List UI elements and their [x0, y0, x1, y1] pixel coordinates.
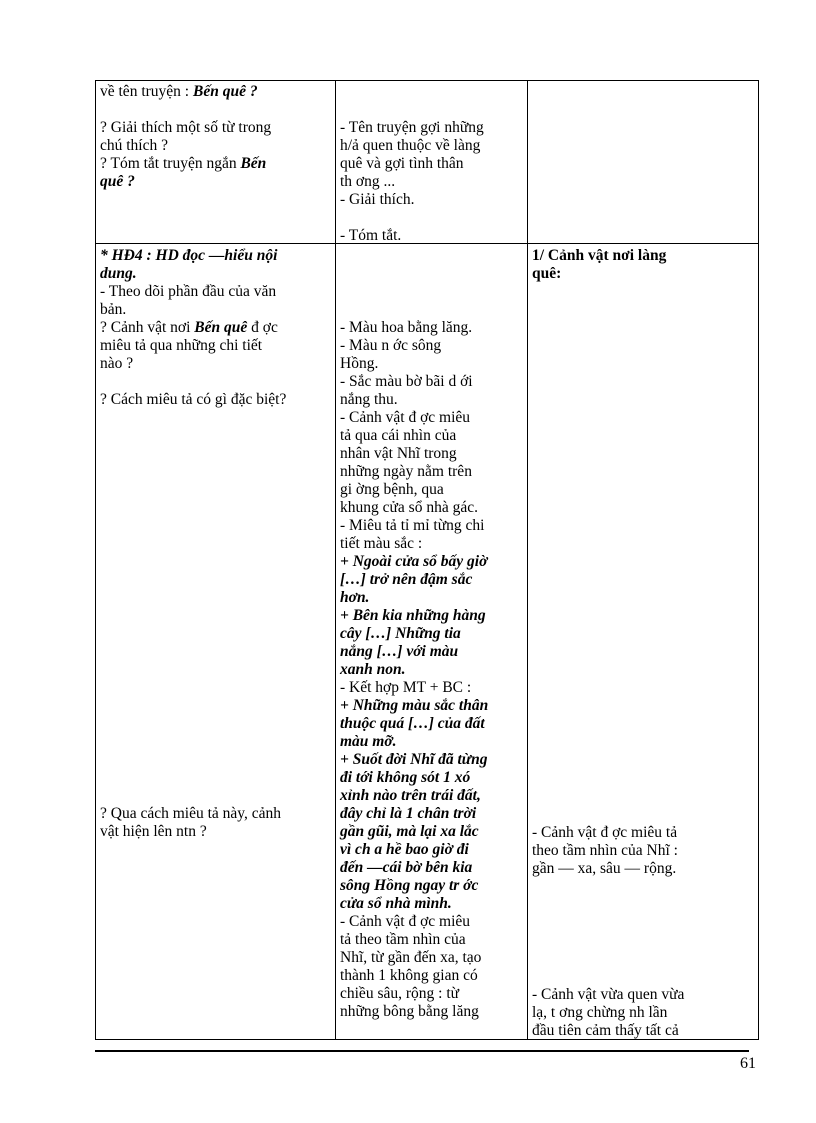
- text-run: khung cửa sổ nhà gác.: [340, 499, 478, 516]
- text-run: xanh non.: [340, 661, 406, 678]
- text-run: tả theo tầm nhìn của: [340, 931, 466, 948]
- text-run: những bông bằng lăng: [340, 1003, 479, 1020]
- row-divider: [95, 243, 759, 244]
- text-run: - Sắc màu bờ bãi d ới: [340, 373, 473, 390]
- row2-section-heading: [528, 247, 758, 287]
- row1-student-answers: [336, 83, 527, 241]
- text-run: quê:: [532, 265, 562, 282]
- text-run: chiều sâu, rộng : từ: [340, 985, 460, 1002]
- row1-notes: [528, 83, 758, 241]
- text-line: [100, 83, 331, 101]
- row2-teacher-questions-bottom: [96, 805, 335, 865]
- text-line: [340, 895, 523, 913]
- text-run: - Tên truyện gợi những: [340, 119, 484, 136]
- text-run: Bến quê: [194, 319, 248, 336]
- blank-line: [340, 209, 523, 227]
- text-line: [340, 535, 523, 553]
- text-line: [340, 679, 523, 697]
- text-run: + Ngoài cửa sổ bấy giờ: [340, 553, 488, 570]
- text-run: đầu tiên cảm thấy tất cả: [532, 1022, 679, 1039]
- text-line: [340, 967, 523, 985]
- row1-teacher-questions: [96, 83, 335, 241]
- text-line: [340, 463, 523, 481]
- text-line: [532, 1004, 754, 1022]
- text-line: [340, 553, 523, 571]
- text-run: Hồng.: [340, 355, 379, 372]
- text-run: quê ?: [100, 173, 135, 190]
- text-line: [340, 571, 523, 589]
- text-run: những ngày nằm trên: [340, 463, 472, 480]
- text-line: [340, 841, 523, 859]
- text-run: thuộc quá […] của đất: [340, 715, 485, 732]
- text-line: [340, 715, 523, 733]
- text-run: gần gũi, mà lại xa lắc: [340, 823, 479, 840]
- text-line: [340, 823, 523, 841]
- text-run: - Cảnh vật đ ợc miêu tả: [532, 824, 678, 841]
- text-run: cửa sổ nhà mình.: [340, 895, 452, 912]
- text-line: [340, 137, 523, 155]
- row2-notes-bottom: [528, 986, 758, 1039]
- text-line: [340, 391, 523, 409]
- text-run: ? Giải thích một số từ trong: [100, 119, 272, 136]
- text-line: [532, 860, 754, 878]
- text-line: [340, 337, 523, 355]
- text-line: [340, 409, 523, 427]
- text-run: ? Qua cách miêu tả này, cảnh: [100, 805, 282, 822]
- text-run: - Cảnh vật đ ợc miêu: [340, 409, 471, 426]
- text-line: [340, 517, 523, 535]
- text-run: màu mỡ.: [340, 733, 397, 750]
- text-run: - Kết hợp MT + BC :: [340, 679, 472, 696]
- row2-notes-middle: [528, 824, 758, 884]
- text-line: [340, 191, 523, 209]
- table-bottom-border: [95, 1039, 759, 1040]
- text-run: quê và gợi tình thân: [340, 155, 464, 172]
- page-number: 61: [740, 1055, 756, 1072]
- text-line: [340, 859, 523, 877]
- text-run: th ơng ...: [340, 173, 396, 190]
- row2-teacher-questions-top: [96, 247, 335, 447]
- text-line: [340, 931, 523, 949]
- text-run: xỉnh nào trên trái đất,: [340, 787, 481, 804]
- row2-student-answers: [336, 319, 527, 1039]
- text-run: cây […] Những tia: [340, 625, 461, 642]
- text-line: [340, 227, 523, 241]
- text-run: bản.: [100, 301, 127, 318]
- text-run: 1/ Cảnh vật nơi làng: [532, 247, 667, 264]
- blank-line: [340, 101, 523, 119]
- text-run: h/ả quen thuộc về làng: [340, 137, 481, 154]
- text-run: tiết màu sắc :: [340, 535, 423, 552]
- text-run: nắng […] với màu: [340, 643, 459, 660]
- text-line: [340, 751, 523, 769]
- text-line: [340, 119, 523, 137]
- text-line: [100, 337, 331, 355]
- text-line: [532, 247, 754, 265]
- table-top-border: [95, 80, 759, 81]
- text-line: [340, 643, 523, 661]
- text-run: thành 1 không gian có: [340, 967, 478, 984]
- text-run: + Suốt đời Nhĩ đã từng: [340, 751, 488, 768]
- lesson-table: [95, 80, 759, 1040]
- text-line: [340, 1003, 523, 1021]
- text-line: [340, 173, 523, 191]
- text-line: [532, 1022, 754, 1039]
- text-line: [100, 247, 331, 265]
- text-line: [100, 823, 331, 841]
- blank-line: [100, 101, 331, 119]
- text-run: Nhĩ, từ gần đến xa, tạo: [340, 949, 482, 966]
- text-run: * HĐ4 : HD đọc —hiểu nội: [100, 247, 278, 264]
- text-run: ? Cảnh vật nơi: [100, 319, 195, 336]
- text-run: đây chỉ là 1 chân trời: [340, 805, 477, 822]
- text-line: [340, 427, 523, 445]
- text-run: gần — xa, sâu — rộng.: [532, 860, 677, 877]
- text-run: ? Cách miêu tả có gì đặc biệt?: [100, 391, 287, 408]
- text-run: - Tóm tắt.: [340, 227, 402, 241]
- text-run: + Bên kia những hàng: [340, 607, 486, 624]
- text-line: [100, 805, 331, 823]
- text-run: - Giải thích.: [340, 191, 415, 208]
- text-run: vật hiện lên ntn ?: [100, 823, 207, 840]
- text-line: [340, 877, 523, 895]
- text-run: - Màu n ớc sông: [340, 337, 442, 354]
- text-run: Bến quê ?: [192, 83, 258, 100]
- text-run: tả qua cái nhìn của: [340, 427, 457, 444]
- text-line: [532, 986, 754, 1004]
- text-line: [100, 355, 331, 373]
- text-line: [100, 301, 331, 319]
- text-line: [532, 824, 754, 842]
- text-line: [100, 319, 331, 337]
- blank-line: [100, 373, 331, 391]
- text-line: [340, 787, 523, 805]
- text-line: [340, 499, 523, 517]
- text-line: [340, 373, 523, 391]
- text-line: [532, 265, 754, 283]
- text-run: nắng thu.: [340, 391, 398, 408]
- text-run: chú thích ?: [100, 137, 169, 154]
- text-line: [340, 625, 523, 643]
- text-line: [532, 842, 754, 860]
- text-line: [100, 283, 331, 301]
- text-line: [340, 589, 523, 607]
- text-line: [340, 155, 523, 173]
- text-line: [100, 173, 331, 191]
- text-line: [340, 733, 523, 751]
- text-run: - Cảnh vật vừa quen vừa: [532, 986, 685, 1003]
- text-run: - Theo dõi phần đầu của văn: [100, 283, 277, 300]
- text-line: [340, 805, 523, 823]
- text-run: đ ợc: [247, 319, 278, 336]
- text-line: [340, 769, 523, 787]
- text-run: - Màu hoa bằng lăng.: [340, 319, 473, 336]
- text-run: - Cảnh vật đ ợc miêu: [340, 913, 471, 930]
- text-run: nào ?: [100, 355, 134, 372]
- text-line: [100, 119, 331, 137]
- text-run: sông Hồng ngay tr ớc: [340, 877, 479, 894]
- text-run: về tên truyện :: [100, 83, 193, 100]
- text-run: đến —cái bờ bên kia: [340, 859, 473, 876]
- text-line: [100, 137, 331, 155]
- text-line: [340, 913, 523, 931]
- text-run: miêu tả qua những chi tiết: [100, 337, 263, 354]
- text-line: [100, 391, 331, 409]
- text-line: [340, 661, 523, 679]
- text-run: ? Tóm tắt truyện ngắn: [100, 155, 241, 172]
- text-line: [340, 985, 523, 1003]
- text-line: [340, 697, 523, 715]
- text-run: theo tầm nhìn của Nhĩ :: [532, 842, 678, 859]
- text-line: [100, 155, 331, 173]
- text-run: Bến: [240, 155, 267, 172]
- text-run: dung.: [100, 265, 137, 282]
- text-run: + Những màu sắc thân: [340, 697, 489, 714]
- text-line: [340, 481, 523, 499]
- text-run: đi tới không sót 1 xó: [340, 769, 471, 786]
- text-line: [340, 355, 523, 373]
- text-line: [340, 319, 523, 337]
- text-run: gi ờng bệnh, qua: [340, 481, 444, 498]
- table-right-border: [758, 80, 759, 1040]
- text-line: [340, 607, 523, 625]
- text-run: […] trở nên đậm sắc: [340, 571, 473, 588]
- text-run: vì ch a hề bao giờ đi: [340, 841, 469, 858]
- text-run: lạ, t ơng chừng nh lần: [532, 1004, 668, 1021]
- text-line: [340, 949, 523, 967]
- text-run: hơn.: [340, 589, 370, 606]
- footer-rule: [95, 1050, 749, 1052]
- text-line: [100, 265, 331, 283]
- text-line: [340, 445, 523, 463]
- text-run: - Miêu tả tỉ mỉ từng chi: [340, 517, 485, 534]
- text-run: nhân vật Nhĩ trong: [340, 445, 457, 462]
- blank-line: [340, 83, 523, 101]
